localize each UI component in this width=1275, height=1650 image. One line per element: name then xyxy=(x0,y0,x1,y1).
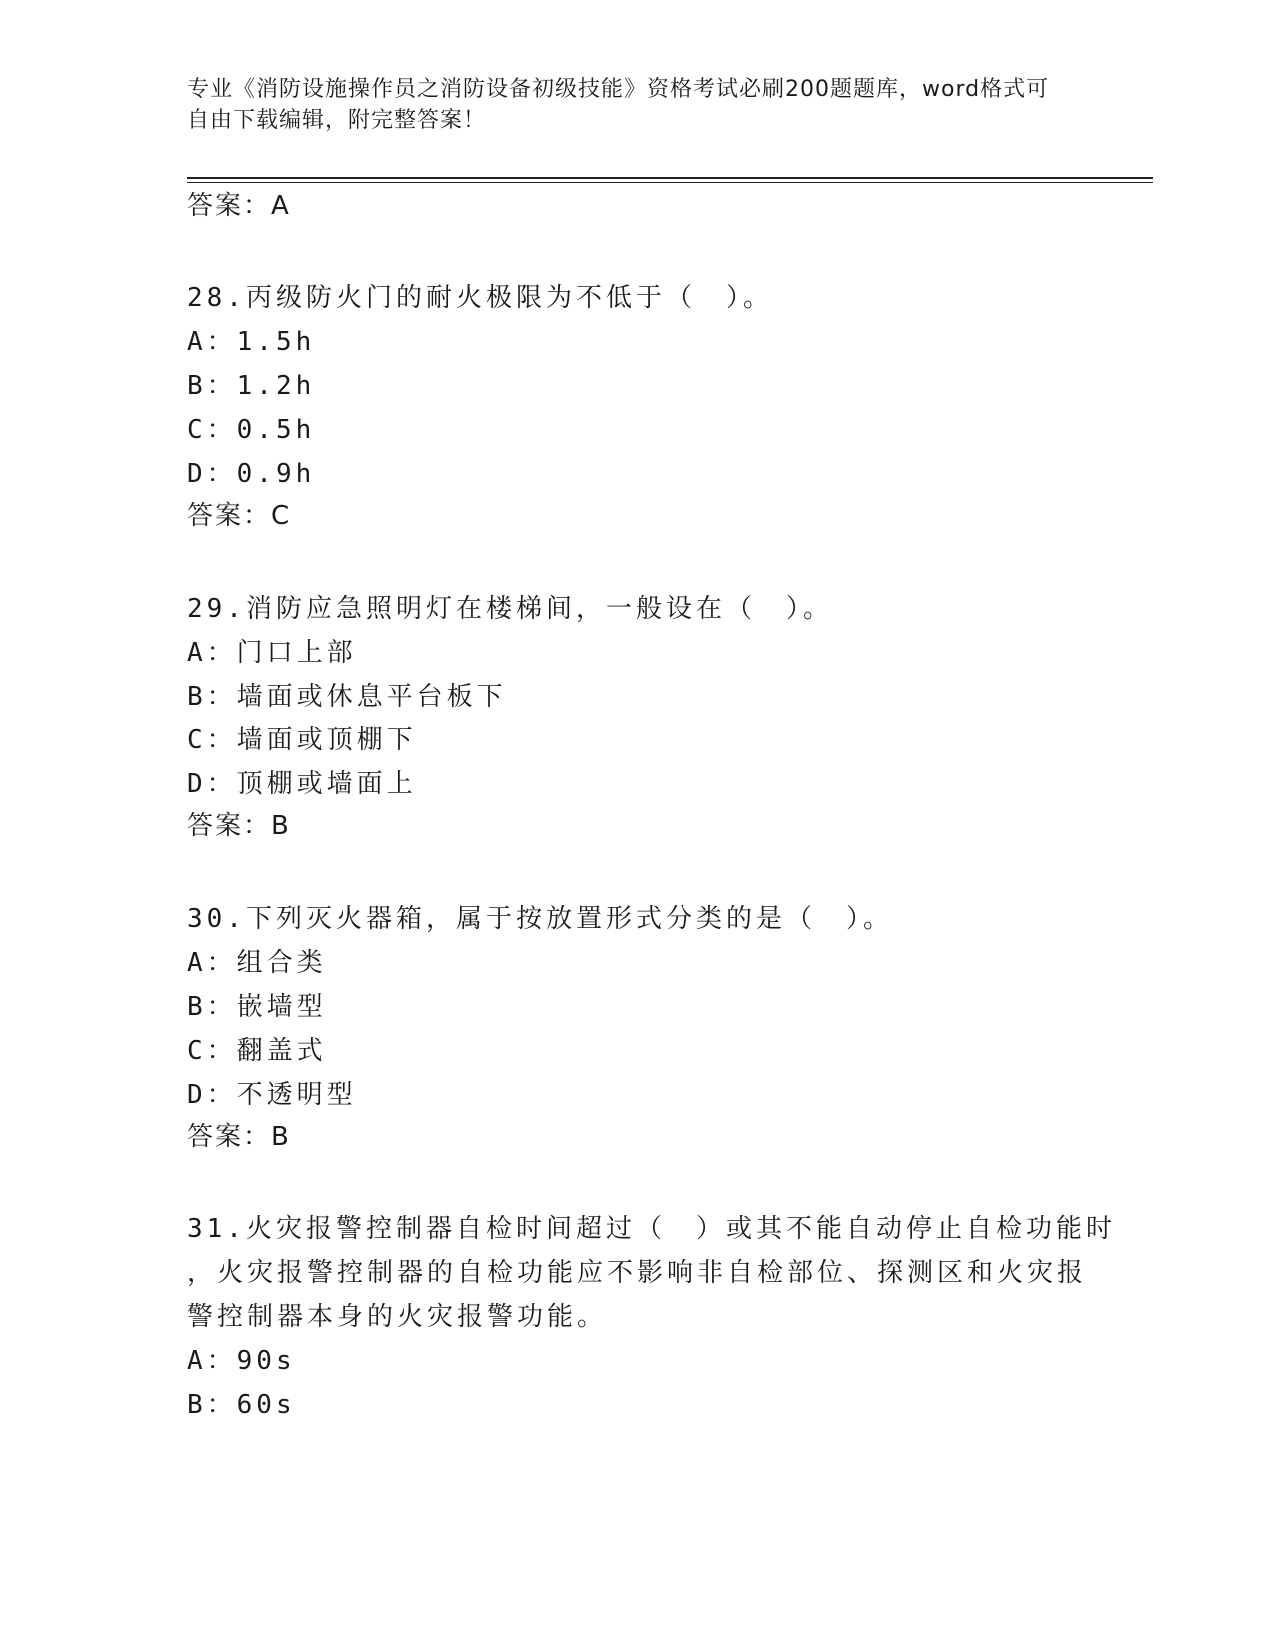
q30-option-d: D：不透明型 xyxy=(187,1080,357,1110)
document-header: 专业《消防设施操作员之消防设备初级技能》资格考试必刷200题题库，word格式可自由下载编辑，附完整答案！ xyxy=(187,77,1050,133)
q28-option-b: B：1.2h xyxy=(187,371,316,401)
q30-option-a: A：组合类 xyxy=(187,948,327,978)
question-30: 30.下列灭火器箱，属于按放置形式分类的是（ ）。 xyxy=(187,904,893,934)
q29-answer: 答案：B xyxy=(187,811,291,841)
q29-option-c: C：墙面或顶棚下 xyxy=(187,725,417,755)
q29-option-a: A：门口上部 xyxy=(187,638,357,668)
header-divider-thick xyxy=(187,177,1153,179)
question-31-line-3: 警控制器本身的火灾报警功能。 xyxy=(187,1302,608,1332)
question-29: 29.消防应急照明灯在楼梯间，一般设在（ ）。 xyxy=(187,594,833,624)
answer-27: 答案：A xyxy=(187,191,291,221)
q30-option-c: C：翻盖式 xyxy=(187,1036,327,1066)
q29-option-b: B：墙面或休息平台板下 xyxy=(187,682,507,712)
q28-option-d: D：0.9h xyxy=(187,459,316,489)
question-28: 28.丙级防火门的耐火极限为不低于（ ）。 xyxy=(187,283,773,313)
question-31-line-2: ，火灾报警控制器的自检功能应不影响非自检部位、探测区和火灾报 xyxy=(187,1258,1088,1288)
header-divider-thin xyxy=(187,182,1153,183)
q28-answer: 答案：C xyxy=(187,501,292,531)
q30-option-b: B：嵌墙型 xyxy=(187,992,327,1022)
q31-option-a: A：90s xyxy=(187,1346,296,1376)
q30-answer: 答案：B xyxy=(187,1122,291,1152)
question-31-line-1: 31.火灾报警控制器自检时间超过（ ）或其不能自动停止自检功能时 xyxy=(187,1214,1116,1244)
q28-option-c: C：0.5h xyxy=(187,415,316,445)
q28-option-a: A：1.5h xyxy=(187,327,316,357)
q29-option-d: D：顶棚或墙面上 xyxy=(187,769,417,799)
q31-option-b: B：60s xyxy=(187,1390,296,1420)
